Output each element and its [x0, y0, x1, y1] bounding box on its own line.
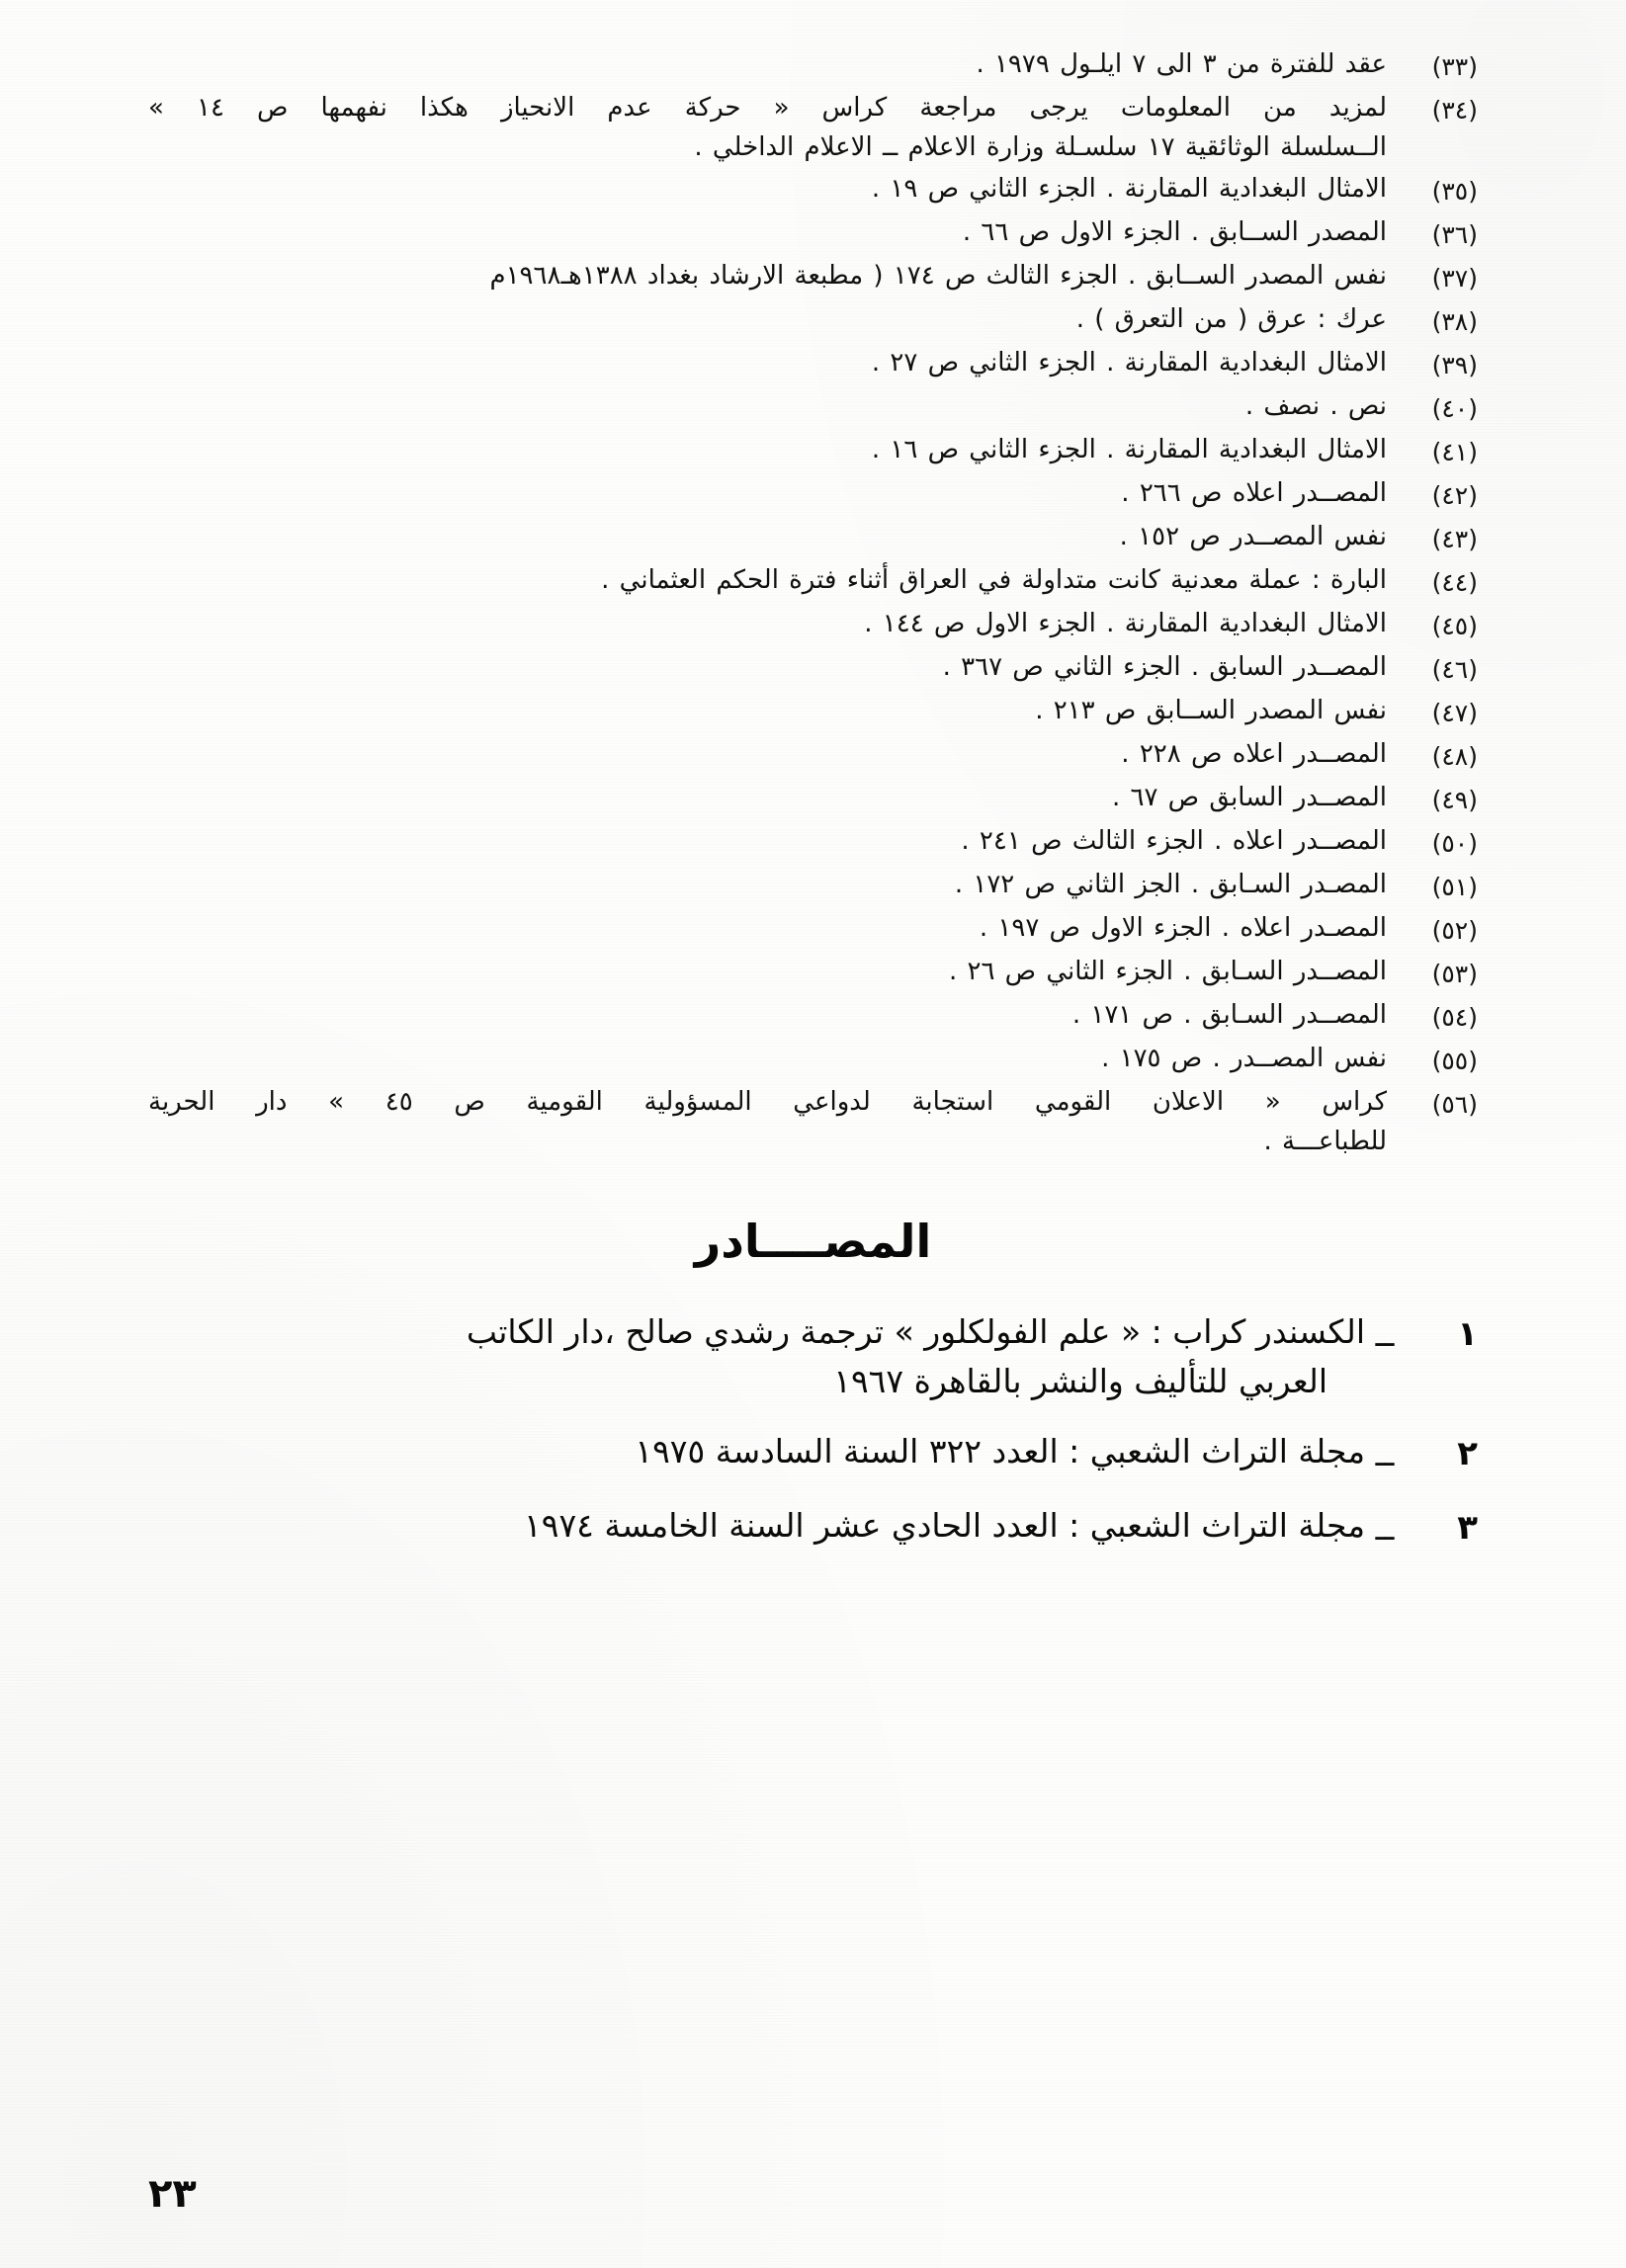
endnote-line: للطباعـــة .: [1263, 1126, 1387, 1156]
endnote-line: المصــدر اعلاه ص ٢٢٨ .: [1121, 739, 1387, 770]
source-dash: ــ: [1375, 1510, 1395, 1549]
endnote-item: [148, 257, 1478, 297]
endnote-item: [148, 1040, 1478, 1080]
source-line: مجلة التراث الشعبي : العدد الحادي عشر السنة الخامسة ١٩٧٤: [524, 1506, 1365, 1546]
endnote-item: [148, 1083, 1478, 1161]
endnote-text: [148, 257, 1387, 296]
endnote-line: نفس المصــدر . ص ١٧٥ .: [1101, 1044, 1387, 1074]
endnote-line: البارة : عملة معدنية كانت متداولة في العراق أثناء فترة الحكم العثماني .: [601, 565, 1387, 596]
endnote-number: (٤٧): [1431, 699, 1478, 728]
endnote-line: الامثال البغدادية المقارنة . الجزء الثاني ص ١٦ .: [871, 435, 1387, 465]
endnote-number: (٥٣): [1431, 960, 1478, 989]
endnote-item: [148, 953, 1478, 993]
endnote-line: الــسلسلة الوثائقية ١٧ سلسـلة وزارة الاعلام ــ الاعلام الداخلي .: [694, 131, 1387, 162]
endnote-item: [148, 909, 1478, 950]
endnote-item: [148, 431, 1478, 471]
endnote-item: [148, 692, 1478, 732]
endnote-item: [148, 996, 1478, 1037]
endnote-text: [148, 300, 1387, 340]
endnote-number: (٣٩): [1431, 351, 1478, 380]
endnote-number: (٥٠): [1431, 829, 1478, 859]
endnote-text: [148, 1083, 1387, 1161]
source-line: الكسندر كراب : « علم الفولكلور » ترجمة رشدي صالح ،دار الكاتب: [466, 1312, 1365, 1352]
endnote-number: (٥٤): [1431, 1003, 1478, 1033]
endnote-number: (٣٨): [1431, 307, 1478, 337]
endnote-item: [148, 45, 1478, 86]
endnote-text: [148, 648, 1387, 688]
endnote-item: [148, 387, 1478, 428]
endnote-text: [148, 474, 1387, 514]
endnote-number: (٥٢): [1431, 916, 1478, 946]
endnote-item: [148, 648, 1478, 689]
endnote-text: [148, 431, 1387, 470]
endnote-line: المصـدر اعلاه . الجزء الاول ص ١٩٧ .: [979, 913, 1387, 944]
endnote-line: عقد للفترة من ٣ الى ٧ ايلـول ١٩٧٩ .: [976, 49, 1387, 79]
source-number: ٣: [1457, 1508, 1478, 1549]
endnote-text: [148, 344, 1387, 383]
source-number: ١: [1457, 1314, 1478, 1355]
endnote-text: [148, 213, 1387, 253]
source-item: [148, 1427, 1478, 1479]
source-dash: ــ: [1375, 1316, 1395, 1355]
endnote-line: نص . نصف .: [1244, 391, 1387, 422]
source-line: العربي للتأليف والنشر بالقاهرة ١٩٦٧: [833, 1361, 1327, 1400]
endnote-number: (٤٨): [1431, 742, 1478, 772]
endnote-item: [148, 735, 1478, 776]
endnote-line: نفس المصدر الســابق ص ٢١٣ .: [1035, 696, 1387, 726]
source-text: [148, 1501, 1365, 1551]
endnote-item: [148, 866, 1478, 906]
endnote-number: (٣٥): [1431, 177, 1478, 207]
endnote-item: [148, 561, 1478, 602]
endnote-number: (٤٤): [1431, 568, 1478, 598]
endnote-line: الامثال البغدادية المقارنة . الجزء الثاني ص ١٩ .: [871, 174, 1387, 205]
endnote-text: [148, 45, 1387, 85]
source-line: مجلة التراث الشعبي : العدد ٣٢٢ السنة السادسة ١٩٧٥: [635, 1432, 1365, 1471]
endnote-line: المصــدر اعلاه . الجزء الثالث ص ٢٤١ .: [961, 826, 1387, 857]
endnote-number: (٤٦): [1431, 655, 1478, 685]
endnote-line: عرك : عرق ( من التعرق ) .: [1075, 304, 1387, 335]
endnote-text: [148, 909, 1387, 949]
endnote-text: [148, 605, 1387, 644]
endnote-text: [148, 561, 1387, 601]
endnote-text: [148, 735, 1387, 775]
endnote-number: (٤٣): [1431, 525, 1478, 554]
source-dash: ــ: [1375, 1436, 1395, 1474]
endnote-text: [148, 1040, 1387, 1079]
endnote-item: [148, 822, 1478, 863]
endnote-item: [148, 213, 1478, 254]
endnote-text: [148, 170, 1387, 210]
endnote-item: [148, 170, 1478, 210]
endnote-number: (٥١): [1431, 873, 1478, 902]
endnote-text: [148, 692, 1387, 731]
endnote-text: [148, 89, 1387, 167]
endnote-line: الامثال البغدادية المقارنة . الجزء الاول ص ١٤٤ .: [864, 609, 1387, 639]
endnote-line: المصــدر السابق ص ٦٧ .: [1111, 783, 1387, 813]
endnote-item: [148, 518, 1478, 558]
endnote-text: [148, 387, 1387, 427]
endnote-number: (٥٥): [1431, 1047, 1478, 1076]
endnote-item: [148, 89, 1478, 167]
endnote-line: المصــدر السـابق . الجزء الثاني ص ٢٦ .: [948, 957, 1387, 987]
endnote-item: [148, 605, 1478, 645]
endnote-number: (٣٧): [1431, 264, 1478, 294]
endnote-text: [148, 953, 1387, 992]
source-text: [148, 1307, 1365, 1405]
endnote-line: المصــدر السـابق . ص ١٧١ .: [1071, 1000, 1387, 1031]
endnote-number: (٣٦): [1431, 220, 1478, 250]
endnote-line: المصــدر اعلاه ص ٢٦٦ .: [1121, 478, 1387, 509]
endnote-line: المصـدر السـابق . الجز الثاني ص ١٧٢ .: [954, 870, 1387, 900]
endnote-number: (٣٣): [1431, 52, 1478, 81]
source-item: [148, 1501, 1478, 1554]
endnote-text: [148, 822, 1387, 862]
endnote-number: (٤١): [1431, 438, 1478, 467]
endnote-line: نفس المصــدر ص ١٥٢ .: [1119, 522, 1387, 552]
endnote-text: [148, 518, 1387, 557]
endnote-line: الامثال البغدادية المقارنة . الجزء الثاني ص ٢٧ .: [871, 348, 1387, 378]
endnote-number: (٤٩): [1431, 786, 1478, 815]
endnote-line: كراس « الاعلان القومي استجابة لدواعي المسؤولية القومية ص ٤٥ » دار الحرية: [148, 1087, 1387, 1118]
endnote-item: [148, 779, 1478, 819]
endnote-item: [148, 344, 1478, 384]
endnote-text: [148, 866, 1387, 905]
endnote-item: [148, 300, 1478, 341]
endnote-line: لمزيد من المعلومات يرجى مراجعة كراس « حركة عدم الانحياز هكذا نفهمها ص ١٤ »: [148, 93, 1388, 123]
endnote-number: (٤٢): [1431, 481, 1478, 511]
source-number: ٢: [1457, 1434, 1478, 1474]
sources-list: [148, 1307, 1478, 1554]
endnote-number: (٣٤): [1431, 96, 1478, 125]
endnotes-list: [148, 45, 1478, 1161]
endnote-item: [148, 474, 1478, 515]
source-text: [148, 1427, 1365, 1476]
source-item: [148, 1307, 1478, 1405]
endnote-number: (٤٥): [1431, 612, 1478, 641]
endnote-text: [148, 779, 1387, 818]
endnote-line: المصــدر السابق . الجزء الثاني ص ٣٦٧ .: [942, 652, 1387, 683]
page-number: ٢٣: [148, 2171, 197, 2217]
sources-heading: المصــــادر: [694, 1215, 932, 1269]
endnote-line: المصدر الســابق . الجزء الاول ص ٦٦ .: [962, 217, 1387, 248]
endnote-number: (٥٦): [1431, 1090, 1478, 1120]
endnote-text: [148, 996, 1387, 1036]
endnote-line: نفس المصدر الســابق . الجزء الثالث ص ١٧٤ ( مطبعة الارشاد بغداد ١٣٨٨هـ١٩٦٨م: [489, 261, 1387, 292]
endnote-number: (٤٠): [1431, 394, 1478, 424]
